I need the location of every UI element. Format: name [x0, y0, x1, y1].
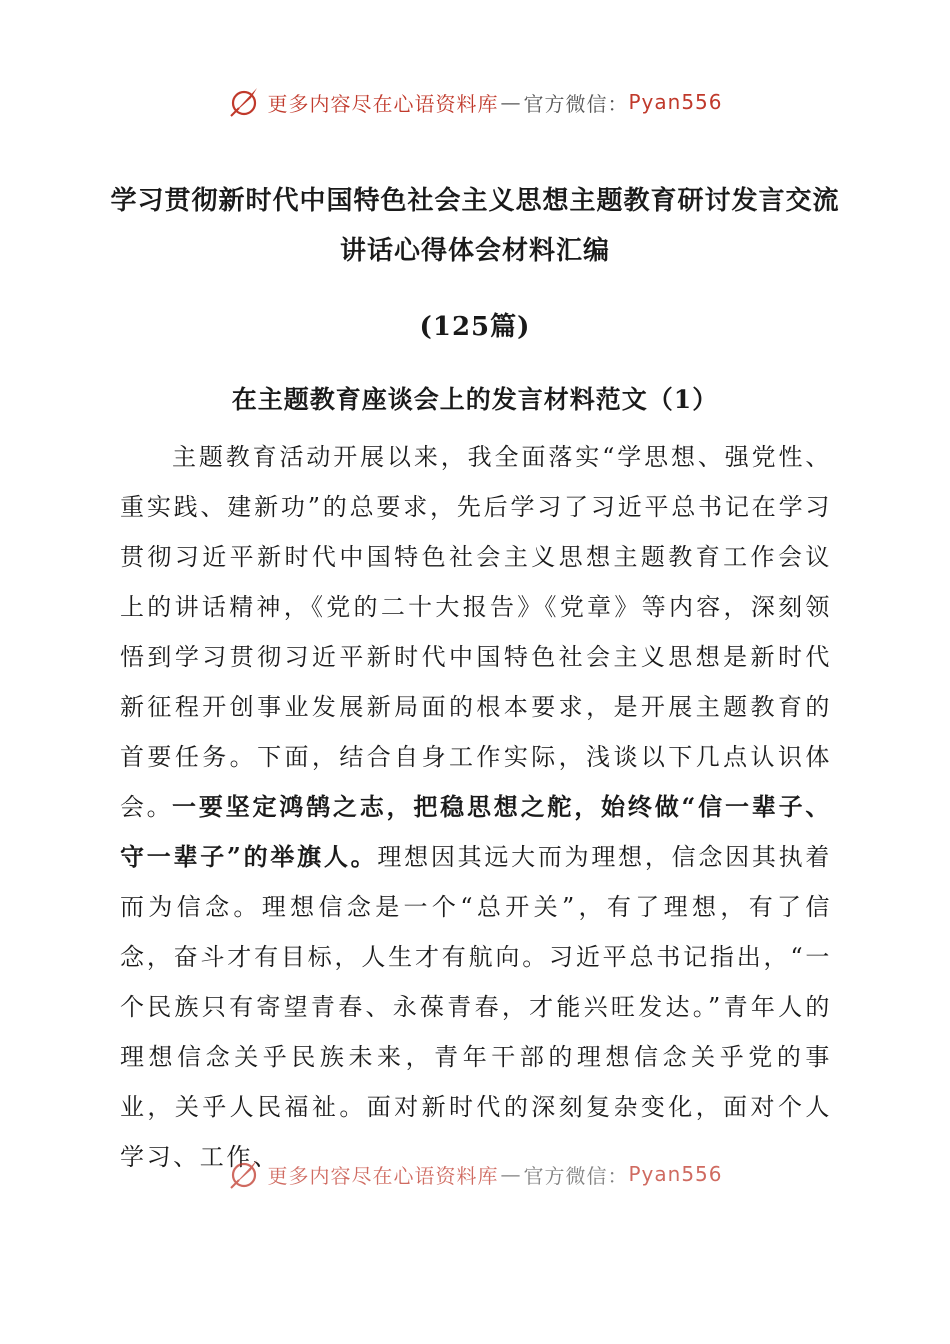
banner-text: 更多内容尽在心语资料库: [267, 91, 499, 116]
section-title: 在主题教育座谈会上的发言材料范文（1）: [231, 385, 719, 414]
paragraph-body: 理想因其远大而为理想，信念因其执着而为信念。理想信念是一个“总开关”，有了理想，有了信念，奋斗才有目标，人生才有航向。习近平总书记指出，“一个民族只有寄望青春、永葆青春，才能兴旺发达。”青年人的理想信念关乎民族未来，青年干部的理想信念关乎党的事业，关乎人民福祉。面对新时代的深刻复杂变化，面对个人学习、工作、: [120, 843, 832, 1171]
document-count: (125篇): [419, 312, 531, 342]
paragraph-lead: 一要坚定鸿鹄之志，把稳思想之舵，始终做“信一辈子、守一辈子”的举旗人。: [120, 792, 832, 871]
quill-logo-icon: [227, 1156, 263, 1192]
quill-logo-icon: [227, 84, 263, 120]
header-banner: [0, 82, 950, 122]
document-title-line1: 学习贯彻新时代中国特色社会主义思想主题教育研讨发言交流: [110, 186, 840, 216]
banner-wechat-id: Pyan556: [628, 90, 723, 114]
footer-text: 更多内容尽在心语资料库: [267, 1163, 499, 1188]
footer-wechat-id: Pyan556: [628, 1162, 723, 1186]
document-title-line2: 讲话心得体会材料汇编: [339, 236, 610, 266]
footer-banner: [0, 1154, 950, 1194]
paragraph-intro: 主题教育活动开展以来，我全面落实“学思想、强党性、重实践、建新功”的总要求，先后学习了习近平总书记在学习贯彻习近平新时代中国特色社会主义思想主题教育工作会议上的讲话精神，《党的二十大报告》《党章》等内容，深刻领悟到学习贯彻习近平新时代中国特色社会主义思想是新时代新征程开创事业发展新局面的根本要求，是开展主题教育的首要任务。下面，结合自身工作实际，浅谈以下几点认识体会。: [120, 443, 832, 821]
paragraph-point-one: [120, 782, 832, 1182]
banner-wechat-label: 官方微信：: [523, 91, 629, 116]
footer-separator: —: [500, 1162, 522, 1186]
footer-wechat-label: 官方微信：: [523, 1163, 629, 1188]
banner-separator: —: [500, 90, 522, 114]
